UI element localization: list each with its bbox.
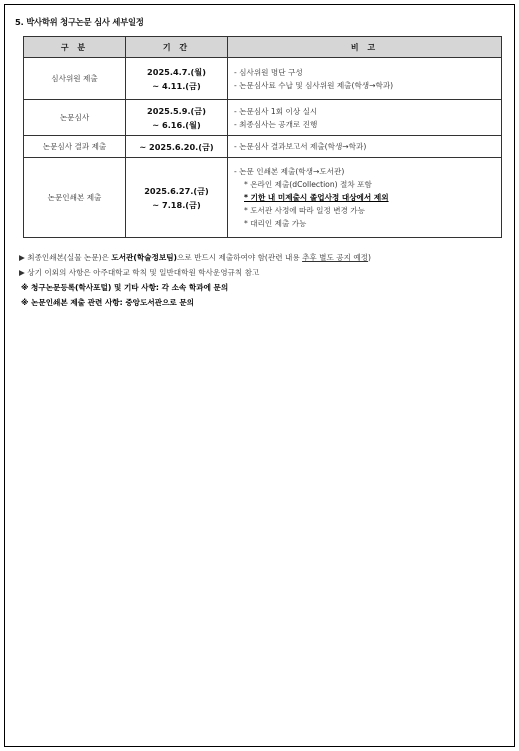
table-header-row xyxy=(24,37,502,58)
remark-subline: * 도서관 사정에 따라 일정 변경 가능 xyxy=(244,206,365,215)
footnote-text: ▶ 최종인쇄본(실물 논문)은 xyxy=(19,253,112,262)
row-remarks xyxy=(228,136,502,158)
period-end: ~ 2025.6.20.(금) xyxy=(139,141,214,152)
remark-subline: * 온라인 제출(dCollection) 절차 포함 xyxy=(244,180,372,189)
footnote-dept-inquiry: ※ 청구논문등록(학사포털) 및 기타 사항: 각 소속 학과에 문의 xyxy=(21,283,229,292)
footnotes xyxy=(19,250,509,310)
table-row xyxy=(24,100,502,136)
document-page xyxy=(4,4,515,747)
footnote-underline: 추후 별도 공지 예정 xyxy=(302,253,369,262)
row-remarks xyxy=(228,58,502,100)
row-category: 심사위원 제출 xyxy=(24,58,126,100)
table-row xyxy=(24,58,502,100)
row-period xyxy=(126,100,228,136)
header-remarks: 비 고 xyxy=(228,37,502,58)
remark-line: - 논문심사 1회 이상 실시 xyxy=(234,106,318,116)
period-start: 2025.6.27.(금) xyxy=(144,185,209,196)
period-end: ~ 7.18.(금) xyxy=(152,199,201,210)
period-end: ~ 6.16.(월) xyxy=(152,119,201,130)
row-remarks xyxy=(228,100,502,136)
remark-subline-emphasis: * 기한 내 미제출시 졸업사정 대상에서 제외 xyxy=(244,193,389,202)
schedule-table xyxy=(23,36,502,238)
footnote-library-inquiry: ※ 논문인쇄본 제출 관련 사항: 중앙도서관으로 문의 xyxy=(21,298,194,307)
footnote-regulations: ▶ 상기 이외의 사항은 아주대학교 학칙 및 일반대학원 학사운영규칙 참고 xyxy=(19,268,260,277)
period-end: ~ 4.11.(금) xyxy=(152,80,201,91)
footnote-text: 으로 반드시 제출하여야 함(관련 내용 xyxy=(177,253,303,262)
row-period xyxy=(126,158,228,238)
remark-subline: * 대리인 제출 가능 xyxy=(244,219,307,228)
section-title: 5. 박사학위 청구논문 심사 세부일정 xyxy=(15,17,144,27)
table-row xyxy=(24,158,502,238)
remark-line: - 최종심사는 공개로 진행 xyxy=(234,119,318,129)
footnote-library-submission xyxy=(19,250,509,265)
remark-line: - 논문 인쇄본 제출(학생→도서관) xyxy=(234,167,345,176)
row-category: 논문심사 xyxy=(24,100,126,136)
header-category: 구 분 xyxy=(24,37,126,58)
footnote-text: ) xyxy=(368,253,371,262)
row-period xyxy=(126,136,228,158)
period-start: 2025.4.7.(월) xyxy=(147,66,206,77)
remark-line: - 논문심사 결과보고서 제출(학생→학과) xyxy=(234,142,367,151)
footnote-bold: 도서관(학술정보팀) xyxy=(111,253,177,262)
remark-line: - 논문심사료 수납 및 심사위원 제출(학생→학과) xyxy=(234,80,394,90)
remark-line: - 심사위원 명단 구성 xyxy=(234,67,303,77)
row-category: 논문심사 결과 제출 xyxy=(24,136,126,158)
row-period xyxy=(126,58,228,100)
table-row xyxy=(24,136,502,158)
period-start: 2025.5.9.(금) xyxy=(147,105,206,116)
row-category: 논문인쇄본 제출 xyxy=(24,158,126,238)
row-remarks xyxy=(228,158,502,238)
header-period: 기 간 xyxy=(126,37,228,58)
